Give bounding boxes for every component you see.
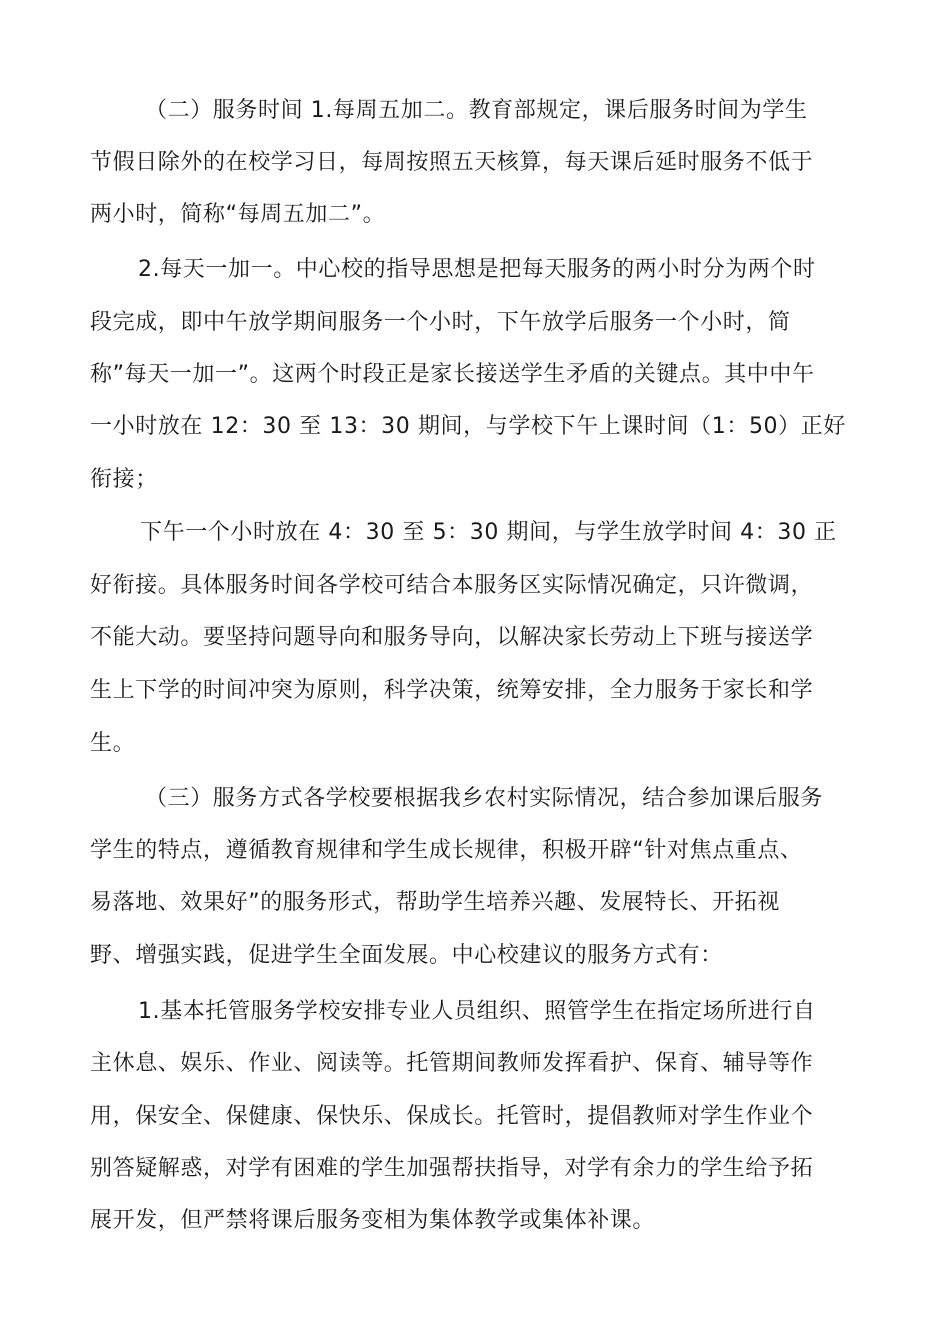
paragraph-line: 段完成，即中午放学期间服务一个小时，下午放学后服务一个小时，简	[90, 310, 791, 335]
paragraph-line: 称”每天一加一”。这两个时段正是家长接送学生矛盾的关键点。其中中午	[90, 362, 815, 387]
paragraph-line: 展开发，但严禁将课后服务变相为集体教学或集体补课。	[90, 1208, 656, 1233]
paragraph-line: 生。	[90, 731, 136, 756]
paragraph-line: 别答疑解惑，对学有困难的学生加强帮扶指导，对学有余力的学生给予拓	[90, 1156, 814, 1181]
paragraph-line: （三）服务方式各学校要根据我乡农村实际情况，结合参加课后服务	[145, 786, 824, 811]
paragraph-line: 下午一个小时放在 4：30 至 5：30 期间，与学生放学时间 4：30 正	[140, 520, 837, 545]
paragraph-line: 不能大动。要坚持问题导向和服务导向，以解决家长劳动上下班与接送学	[90, 625, 814, 650]
paragraph-line: 野、增强实践，促进学生全面发展。中心校建议的服务方式有：	[90, 943, 723, 968]
paragraph-line: 好衔接。具体服务时间各学校可结合本服务区实际情况确定，只许微调，	[90, 573, 814, 598]
paragraph-line: （二）服务时间 1.每周五加二。教育部规定，课后服务时间为学生	[145, 98, 808, 123]
paragraph-line: 节假日除外的在校学习日，每周按照五天核算，每天课后延时服务不低于	[90, 150, 814, 175]
paragraph-line: 用，保安全、保健康、保快乐、保成长。托管时，提倡教师对学生作业个	[90, 1104, 814, 1129]
paragraph-line: 生上下学的时间冲突为原则，科学决策，统筹安排，全力服务于家长和学	[90, 678, 814, 703]
paragraph-line: 衔接；	[90, 467, 158, 492]
paragraph-line: 主休息、娱乐、作业、阅读等。托管期间教师发挥看护、保育、辅导等作	[90, 1051, 814, 1076]
paragraph-line: 两小时，简称“每周五加二”。	[90, 202, 386, 227]
paragraph-line: 学生的特点，遵循教育规律和学生成长规律，积极开辟“针对焦点重点、	[90, 838, 803, 863]
paragraph-line: 易落地、效果好”的服务形式，帮助学生培养兴趣、发展特长、开拓视	[90, 890, 780, 915]
paragraph-line: 一小时放在 12：30 至 13：30 期间，与学校下午上课时间（1：50）正好	[90, 414, 846, 439]
paragraph-line: 2.每天一加一。中心校的指导思想是把每天服务的两小时分为两个时	[138, 257, 816, 282]
paragraph-line: 1.基本托管服务学校安排专业人员组织、照管学生在指定场所进行自	[138, 999, 816, 1024]
